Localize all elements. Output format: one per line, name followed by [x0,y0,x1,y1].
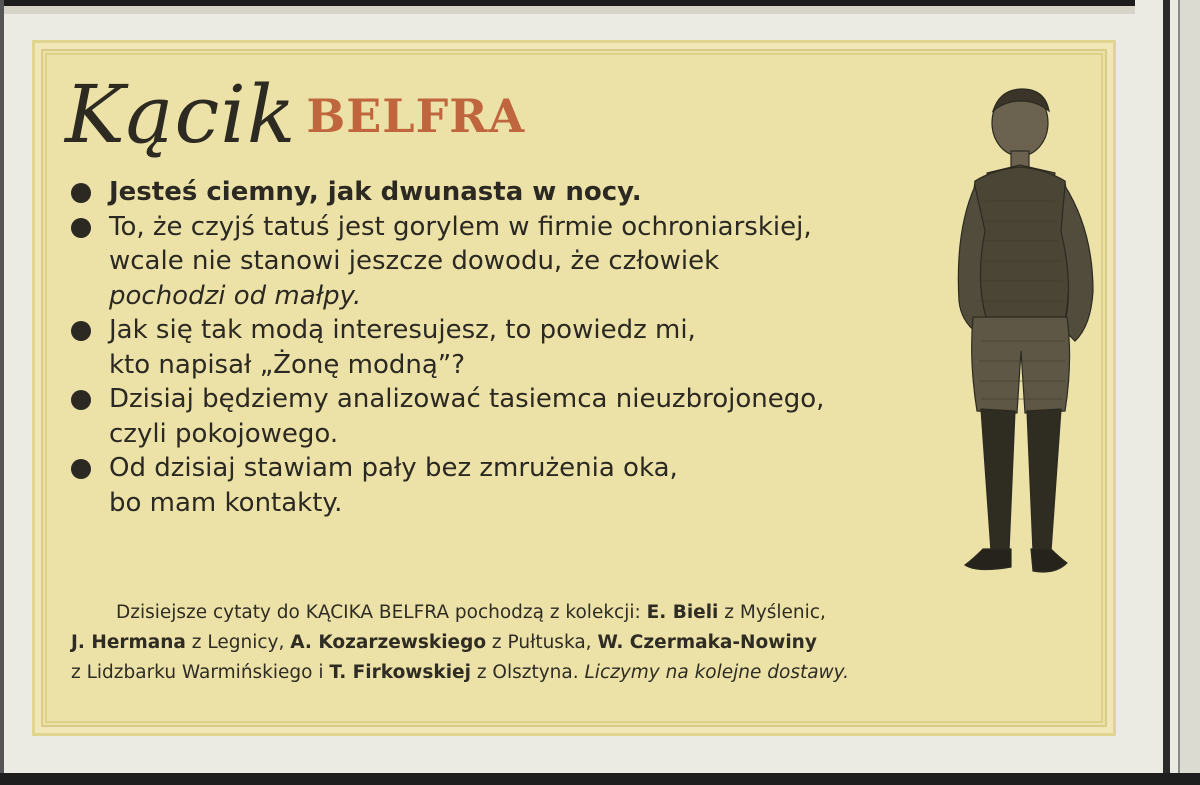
quote-item [71,210,911,314]
top-rule-shade [0,6,1135,14]
quote-item [71,175,911,210]
bottom-rule [0,773,1200,785]
column-divider [1163,0,1170,785]
contributor-name: T. Firkowskiej [329,662,471,683]
quote-line: Dzisiaj będziemy analizować tasiemca nieuzbrojonego, [109,384,825,414]
quote-line: Jesteś ciemny, jak dwunasta w nocy. [109,177,642,207]
bullet-icon [71,218,91,238]
contributor-name: E. Bieli [646,602,719,623]
kacik-belfra-box [32,40,1116,736]
quote-line: pochodzi od małpy. [109,280,362,311]
quote-line: To, że czyjś tatuś jest gorylem w firmie ochroniarskiej, [109,211,812,242]
heading-script: Kącik [65,68,297,161]
contributor-name: A. Kozarzewskiego [290,632,487,653]
bullet-icon [71,183,91,203]
quote-line: wcale nie stanowi jeszcze dowodu, że człowiek [109,246,720,276]
left-edge [0,0,4,785]
adjacent-column-strip [1180,0,1200,785]
quote-item [71,451,911,520]
credits-note [71,598,1051,688]
quote-line: czyli pokojowego. [109,418,339,449]
quote-item [71,313,911,382]
contributor-name: W. Czermaka-Nowiny [597,632,817,653]
quote-line: kto napisał „Żonę modną”? [109,349,466,380]
credits-line-2: J. Hermana z Legnicy, A. Kozarzewskiego z Pułtuska, W. Czermaka-Nowiny [71,632,817,653]
quote-line: bo mam kontakty. [109,487,343,518]
closing-remark: Liczymy na kolejne dostawy. [584,662,850,683]
contributor-name: J. Hermana [71,632,186,653]
quote-line: Od dzisiaj stawiam pały bez zmrużenia oka, [109,453,678,483]
bullet-icon [71,459,91,479]
schoolboy-illustration [925,81,1115,621]
quote-line: Jak się tak modą interesujesz, to powiedz mi, [109,315,696,345]
quote-item [71,382,911,451]
quote-list [71,175,911,520]
bullet-icon [71,390,91,410]
bullet-icon [71,321,91,341]
heading-bold: BELFRA [306,89,526,143]
credits-line-3: z Lidzbarku Warmińskiego i T. Firkowskiej z Olsztyna. Liczymy na kolejne dostawy. [71,662,850,683]
credits-line-1: Dzisiejsze cytaty do KĄCIKA BELFRA pochodzą z kolekcji: E. Bieli z Myślenic, [116,602,826,623]
heading [65,68,526,161]
